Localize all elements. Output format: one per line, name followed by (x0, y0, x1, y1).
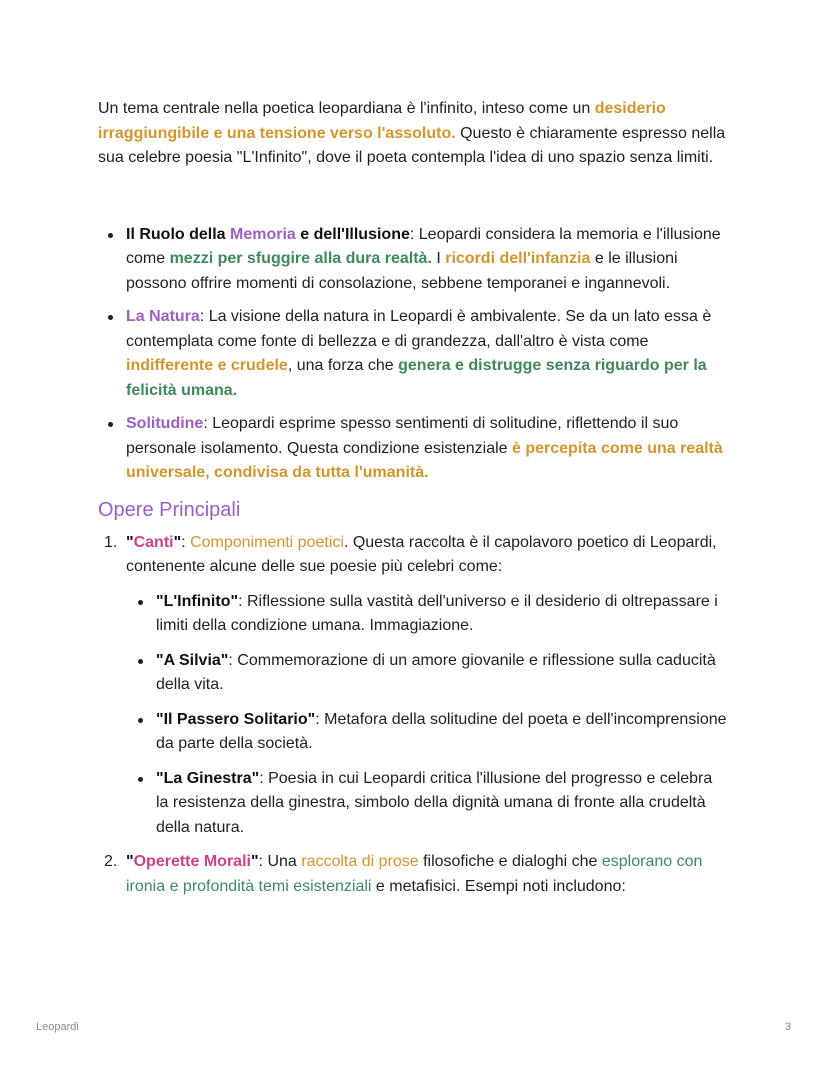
topic-solitudine (126, 412, 728, 486)
topic-title: Solitudine (126, 415, 204, 432)
poem-text: : Riflessione sulla vastità dell'universo e il desiderio di oltrepassare i limiti della condizione umana. Immagiazione. (156, 592, 718, 634)
work-highlight: raccolta di prose (301, 853, 419, 870)
work-title: Operette Morali (133, 853, 251, 870)
topic-highlight: genera e distrugge senza riguardo per la felicità umana. (126, 357, 707, 399)
work-text: filosofiche e dialoghi che (418, 853, 602, 870)
poem-text: : Poesia in cui Leopardi critica l'illusione del progresso e celebra la resistenza della ginestra, simbolo della dignità umana di fronte alla crudeltà della natura. (156, 769, 713, 836)
topics-list (98, 223, 728, 486)
topic-natura (126, 305, 728, 403)
topic-memoria (126, 223, 728, 297)
work-text: : Una (258, 853, 302, 870)
work-text: e metafisici. Esempi noti includono: (371, 877, 626, 895)
topic-title-keyword: Memoria (230, 225, 296, 243)
work-highlight: esplorano con ironia e profondità temi esistenziali (126, 853, 703, 895)
poem-text: : Metafora della solitudine del poeta e dell'incomprensione da parte della società. (156, 710, 727, 752)
poem-title: "L'Infinito" (156, 592, 239, 610)
poem-item (156, 708, 728, 757)
quote: " (173, 533, 182, 551)
quote: " (250, 853, 259, 870)
page-number: 3 (785, 1021, 792, 1033)
topic-text: , una forza che (287, 357, 399, 374)
poem-text: : Commemorazione di un amore giovanile e riflessione sulla caducità della vita. (156, 651, 716, 693)
poem-item (156, 590, 728, 639)
topic-title-end: e dell'Illusione (295, 225, 410, 243)
poem-title: "A Silvia" (156, 651, 229, 669)
topic-title: Il Ruolo della (126, 225, 231, 243)
footer-title: Leopardi (36, 1021, 79, 1033)
topic-highlight: indifferente e crudele (126, 357, 288, 374)
topic-text: : Leopardi esprime spesso sentimenti di solitudine, riflettendo il suo personale isolamento. Questa condizione esistenziale (126, 415, 679, 457)
topic-text: e le illusioni possono offrire momenti di consolazione, sebbene temporanei e ingannevoli. (126, 250, 678, 292)
work-text: . Questa raccolta è il capolavoro poetico di Leopardi, contenente alcune delle sue poesie più celebri come: (126, 533, 717, 575)
intro-paragraph (98, 97, 728, 171)
work-canti (104, 531, 728, 841)
topic-highlight: mezzi per sfuggire alla dura realtà. (169, 250, 432, 267)
quote: " (126, 853, 134, 870)
poems-list (126, 590, 728, 841)
intro-text: Un tema centrale nella poetica leopardiana è l'infinito, inteso come un (98, 100, 595, 117)
work-title: Canti (133, 533, 174, 551)
quote: " (126, 533, 134, 551)
topic-text: : Leopardi considera la memoria e l'illusione come (126, 225, 721, 267)
work-highlight: Componimenti poetici (190, 533, 344, 551)
topic-title: La Natura (126, 308, 200, 325)
page-content (98, 97, 728, 907)
intro-highlight: desiderio irraggiungibile e una tensione verso l'assoluto. (98, 100, 666, 142)
work-text: : (181, 533, 191, 551)
poem-title: "Il Passero Solitario" (156, 710, 316, 728)
intro-text-2: Questo è chiaramente espresso nella sua celebre poesia "L'Infinito", dove il poeta contempla l'idea di uno spazio senza limiti. (98, 124, 726, 166)
topic-text: : La visione della natura in Leopardi è ambivalente. Se da un lato essa è contemplata come fonte di bellezza e di grandezza, dall'altro è vista come (126, 308, 712, 350)
work-operette (104, 850, 728, 899)
list-number: 2. (104, 853, 118, 870)
works-list (98, 531, 728, 900)
poem-title: "La Ginestra" (156, 769, 260, 787)
section-heading: Opere Principali (98, 498, 241, 521)
poem-item (156, 767, 728, 841)
topic-text: I (431, 250, 446, 267)
list-number: 1. (104, 533, 118, 551)
topic-highlight: è percepita come una realtà universale, condivisa da tutta l'umanità. (126, 439, 723, 481)
topic-highlight: ricordi dell'infanzia (445, 250, 591, 267)
poem-item (156, 649, 728, 698)
